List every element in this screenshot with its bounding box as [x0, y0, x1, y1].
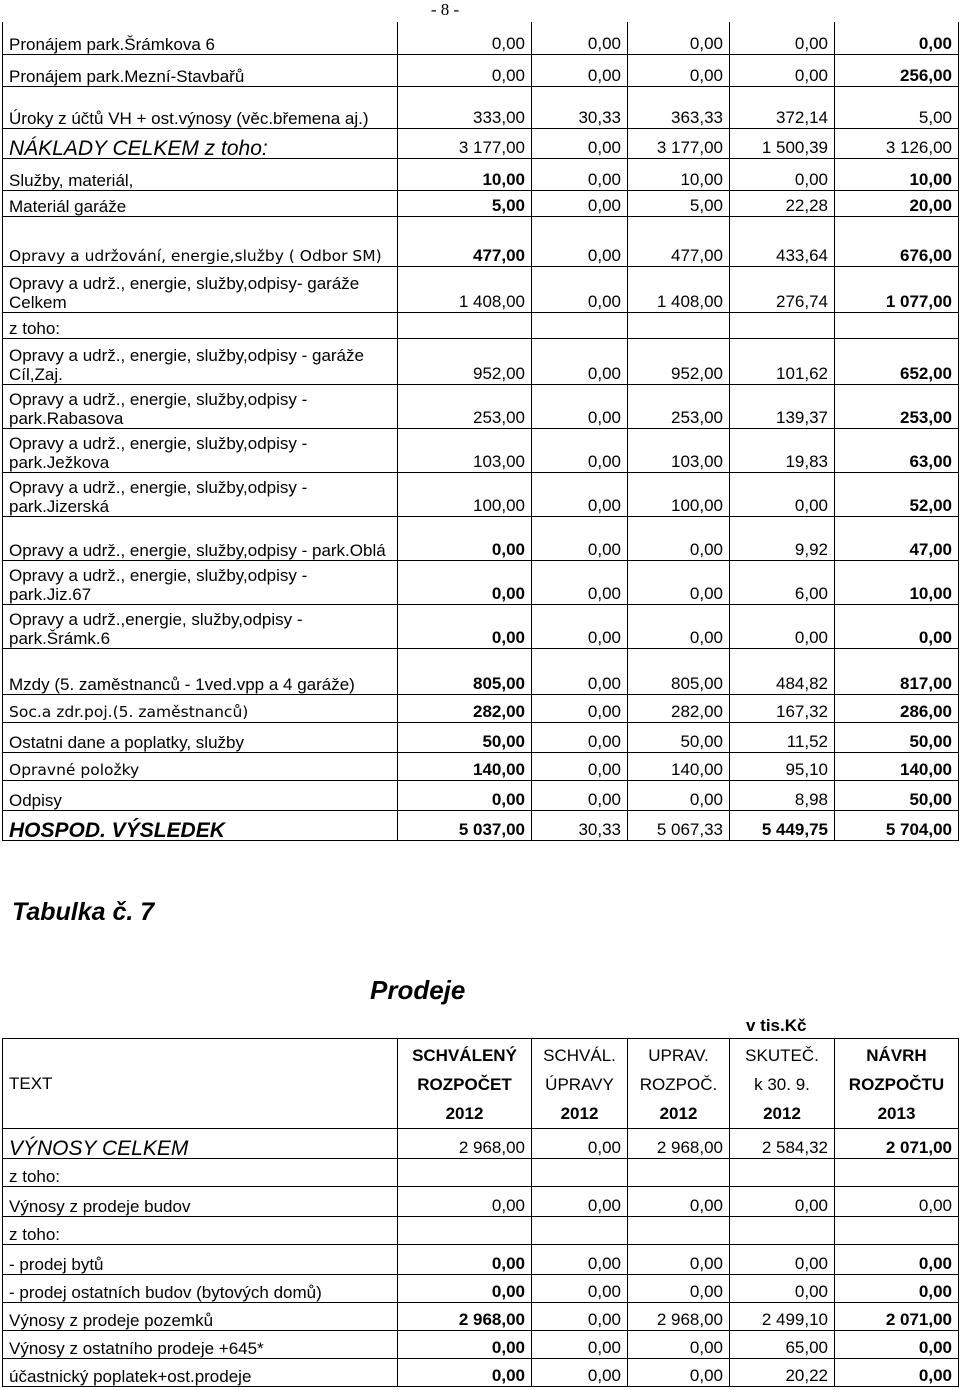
cell-value: 952,00	[628, 338, 730, 384]
cell-value: 19,83	[730, 428, 835, 472]
cell-value: 0,00	[398, 780, 532, 810]
cell-value: 433,64	[730, 216, 835, 266]
cell-value: 282,00	[628, 694, 730, 722]
cell-value	[628, 312, 730, 338]
cell-value	[628, 1159, 730, 1187]
cell-value: 2 968,00	[628, 1303, 730, 1331]
cell-value: 100,00	[628, 472, 730, 516]
cell-value: 0,00	[628, 22, 730, 54]
cell-value: 276,74	[730, 266, 835, 312]
table-header-row	[3, 1039, 959, 1129]
cell-value: 140,00	[628, 752, 730, 780]
table-row	[3, 1245, 959, 1275]
cell-value: 11,52	[730, 722, 835, 752]
table-row	[3, 810, 959, 840]
cell-value: 50,00	[398, 722, 532, 752]
cell-value: 2 968,00	[398, 1129, 532, 1159]
row-label: Odpisy	[3, 780, 398, 810]
table-row	[3, 128, 959, 158]
table-row	[3, 190, 959, 216]
cell-value: 484,82	[730, 648, 835, 694]
cell-value: 5 449,75	[730, 810, 835, 840]
cell-value	[398, 1159, 532, 1187]
cell-value: 5,00	[835, 86, 959, 128]
cell-value	[398, 312, 532, 338]
cell-value: 30,33	[532, 810, 628, 840]
cell-value: 0,00	[835, 1275, 959, 1303]
cell-value: 47,00	[835, 516, 959, 560]
cell-value: 0,00	[730, 604, 835, 648]
row-label: Opravy a udrž., energie, služby,odpisy- garáže Celkem	[3, 266, 398, 312]
table-title: Prodeje	[370, 975, 466, 1005]
table-row	[3, 648, 959, 694]
cell-value: 952,00	[398, 338, 532, 384]
cell-value: 0,00	[398, 22, 532, 54]
cell-value: 0,00	[628, 1187, 730, 1217]
cell-value: 0,00	[532, 516, 628, 560]
row-label: Výnosy z ostatního prodeje +645*	[3, 1331, 398, 1359]
cell-value: 1 077,00	[835, 266, 959, 312]
cell-value: 0,00	[628, 1331, 730, 1359]
cell-value: 0,00	[398, 1245, 532, 1275]
cell-value: 0,00	[730, 54, 835, 86]
cell-value: 63,00	[835, 428, 959, 472]
table-row	[3, 312, 959, 338]
cell-value: 0,00	[398, 1275, 532, 1303]
cell-value: 0,00	[628, 516, 730, 560]
cell-value: 805,00	[398, 648, 532, 694]
cell-value: 253,00	[628, 384, 730, 428]
cell-value: 140,00	[398, 752, 532, 780]
table-row	[3, 722, 959, 752]
cell-value: 101,62	[730, 338, 835, 384]
cell-value: 0,00	[532, 472, 628, 516]
cell-value: 286,00	[835, 694, 959, 722]
cell-value: 2 071,00	[835, 1303, 959, 1331]
cell-value: 0,00	[532, 752, 628, 780]
cell-value: 10,00	[398, 158, 532, 190]
table-row	[3, 604, 959, 648]
cell-value: 0,00	[532, 384, 628, 428]
table-row	[3, 384, 959, 428]
cell-value: 2 968,00	[628, 1129, 730, 1159]
cell-value	[532, 312, 628, 338]
cell-value: 0,00	[532, 428, 628, 472]
cell-value: 0,00	[628, 1359, 730, 1387]
cell-value: 0,00	[398, 1359, 532, 1387]
row-label: HOSPOD. VÝSLEDEK	[3, 810, 398, 840]
cell-value	[835, 1217, 959, 1245]
cell-value: 9,92	[730, 516, 835, 560]
row-label: - prodej ostatních budov (bytových domů)	[3, 1275, 398, 1303]
header-col4	[730, 1039, 835, 1129]
cell-value: 52,00	[835, 472, 959, 516]
row-label: Opravy a udržování, energie,služby ( Odbor SM)	[3, 216, 398, 266]
header-line: UPRAV.	[648, 1046, 709, 1065]
cell-value: 2 499,10	[730, 1303, 835, 1331]
cell-value: 2 968,00	[398, 1303, 532, 1331]
row-label: NÁKLADY CELKEM z toho:	[3, 128, 398, 158]
cell-value: 5,00	[628, 190, 730, 216]
cell-value: 95,10	[730, 752, 835, 780]
cell-value: 0,00	[532, 216, 628, 266]
row-label: Opravy a udrž., energie, služby,odpisy - park.Jizerská	[3, 472, 398, 516]
header-col2	[532, 1039, 628, 1129]
cell-value	[532, 1217, 628, 1245]
table-row	[3, 338, 959, 384]
header-line: ROZPOČ.	[639, 1075, 718, 1094]
cell-value: 3 177,00	[398, 128, 532, 158]
cell-value: 0,00	[532, 780, 628, 810]
cell-value	[835, 312, 959, 338]
cell-value: 0,00	[730, 158, 835, 190]
cell-value: 477,00	[398, 216, 532, 266]
cell-value: 0,00	[532, 54, 628, 86]
cell-value: 0,00	[532, 1187, 628, 1217]
cell-value: 253,00	[835, 384, 959, 428]
cell-value: 5 067,33	[628, 810, 730, 840]
cell-value: 0,00	[532, 266, 628, 312]
cell-value: 0,00	[398, 1187, 532, 1217]
header-line: SCHVÁL.	[543, 1046, 616, 1065]
cell-value: 3 177,00	[628, 128, 730, 158]
cell-value: 1 408,00	[398, 266, 532, 312]
cell-value: 0,00	[532, 694, 628, 722]
cell-value: 2 584,32	[730, 1129, 835, 1159]
table-row	[3, 472, 959, 516]
cell-value: 0,00	[532, 648, 628, 694]
header-line: 2013	[877, 1104, 916, 1123]
row-label: Opravy a udrž., energie, služby,odpisy - park.Rabasova	[3, 384, 398, 428]
cell-value: 5 037,00	[398, 810, 532, 840]
table-row	[3, 1331, 959, 1359]
header-line: k 30. 9.	[754, 1075, 810, 1094]
cell-value	[398, 1217, 532, 1245]
table-row	[3, 1159, 959, 1187]
cell-value: 363,33	[628, 86, 730, 128]
cell-value: 253,00	[398, 384, 532, 428]
table-row	[3, 1187, 959, 1217]
cell-value: 0,00	[532, 604, 628, 648]
cell-value: 0,00	[835, 22, 959, 54]
cell-value: 8,98	[730, 780, 835, 810]
cell-value: 0,00	[398, 1331, 532, 1359]
table-row	[3, 1303, 959, 1331]
cell-value: 0,00	[532, 1303, 628, 1331]
cell-value: 0,00	[532, 190, 628, 216]
cell-value: 282,00	[398, 694, 532, 722]
header-text	[3, 1039, 398, 1129]
row-label: Pronájem park.Šrámkova 6	[3, 22, 398, 54]
cell-value: 50,00	[628, 722, 730, 752]
cell-value: 817,00	[835, 648, 959, 694]
cell-value: 0,00	[532, 1359, 628, 1387]
cell-value: 0,00	[532, 1331, 628, 1359]
row-label: Výnosy z prodeje budov	[3, 1187, 398, 1217]
cell-value: 50,00	[835, 722, 959, 752]
table-row	[3, 54, 959, 86]
cell-value	[628, 1217, 730, 1245]
header-line: 2012	[560, 1104, 599, 1123]
row-label: Opravy a udrž.,energie, služby,odpisy - park.Šrámk.6	[3, 604, 398, 648]
cell-value: 30,33	[532, 86, 628, 128]
cell-value	[835, 1159, 959, 1187]
row-label: Úroky z účtů VH + ost.výnosy (věc.břemena aj.)	[3, 86, 398, 128]
cell-value: 6,00	[730, 560, 835, 604]
table-row	[3, 780, 959, 810]
header-line: SCHVÁLENÝ	[412, 1046, 517, 1065]
cell-value: 0,00	[532, 1245, 628, 1275]
cell-value: 5 704,00	[835, 810, 959, 840]
cell-value: 477,00	[628, 216, 730, 266]
cell-value	[730, 312, 835, 338]
table-row	[3, 1275, 959, 1303]
page-number: - 8 -	[430, 0, 460, 19]
table-row	[3, 158, 959, 190]
header-line: ROZPOČTU	[848, 1075, 945, 1094]
cell-value: 0,00	[628, 560, 730, 604]
cell-value: 0,00	[628, 780, 730, 810]
cell-value: 1 500,39	[730, 128, 835, 158]
cell-value: 0,00	[532, 1129, 628, 1159]
row-label: Výnosy z prodeje pozemků	[3, 1303, 398, 1331]
cell-value: 0,00	[532, 560, 628, 604]
cell-value: 0,00	[628, 1275, 730, 1303]
table-row	[3, 752, 959, 780]
cell-value: 0,00	[398, 54, 532, 86]
cell-value: 0,00	[532, 22, 628, 54]
row-label: Opravy a udrž., energie, služby,odpisy - park.Oblá	[3, 516, 398, 560]
cell-value: 20,22	[730, 1359, 835, 1387]
table-row	[3, 560, 959, 604]
cell-value	[532, 1159, 628, 1187]
table-row	[3, 216, 959, 266]
cell-value: 0,00	[628, 54, 730, 86]
cell-value: 0,00	[628, 1245, 730, 1275]
cell-value: 50,00	[835, 780, 959, 810]
cell-value: 0,00	[835, 1187, 959, 1217]
cell-value: 0,00	[835, 1359, 959, 1387]
cell-value: 0,00	[730, 1245, 835, 1275]
table-row	[3, 1217, 959, 1245]
cell-value: 652,00	[835, 338, 959, 384]
cell-value: 0,00	[835, 1331, 959, 1359]
row-label: VÝNOSY CELKEM	[3, 1129, 398, 1159]
row-label: z toho:	[3, 1217, 398, 1245]
row-label: z toho:	[3, 312, 398, 338]
cell-value: 1 408,00	[628, 266, 730, 312]
row-label: Opravy a udrž., energie, služby,odpisy - park.Ježkova	[3, 428, 398, 472]
cell-value: 0,00	[835, 604, 959, 648]
row-label: - prodej bytů	[3, 1245, 398, 1275]
header-line: 2012	[763, 1104, 801, 1123]
cell-value: 0,00	[398, 516, 532, 560]
table-row	[3, 86, 959, 128]
table-row	[3, 694, 959, 722]
header-line: SKUTEČ.	[745, 1046, 819, 1065]
cell-value: 0,00	[398, 560, 532, 604]
cell-value: 0,00	[730, 1187, 835, 1217]
sales-table	[2, 1038, 959, 1387]
row-label: z toho:	[3, 1159, 398, 1187]
row-label: Opravy a udrž., energie, služby,odpisy - garáže Cíl,Zaj.	[3, 338, 398, 384]
row-label: účastnický poplatek+ost.prodeje	[3, 1359, 398, 1387]
header-col5	[835, 1039, 959, 1129]
cell-value: 372,14	[730, 86, 835, 128]
budget-table	[2, 22, 959, 841]
table-row	[3, 1359, 959, 1387]
row-label: Pronájem park.Mezní-Stavbařů	[3, 54, 398, 86]
cell-value: 0,00	[398, 604, 532, 648]
table-caption: Tabulka č. 7	[12, 898, 155, 926]
table-row	[3, 1129, 959, 1159]
cell-value: 10,00	[835, 158, 959, 190]
cell-value: 0,00	[730, 472, 835, 516]
row-label: Materiál garáže	[3, 190, 398, 216]
cell-value: 676,00	[835, 216, 959, 266]
cell-value: 0,00	[730, 1275, 835, 1303]
cell-value: 0,00	[835, 1245, 959, 1275]
cell-value: 256,00	[835, 54, 959, 86]
header-line: 2012	[445, 1104, 484, 1123]
cell-value: 2 071,00	[835, 1129, 959, 1159]
cell-value: 0,00	[532, 338, 628, 384]
cell-value: 0,00	[532, 722, 628, 752]
table-row	[3, 22, 959, 54]
header-text-label: TEXT	[9, 1074, 53, 1093]
cell-value: 5,00	[398, 190, 532, 216]
cell-value: 10,00	[835, 560, 959, 604]
header-col1	[398, 1039, 532, 1129]
cell-value: 139,37	[730, 384, 835, 428]
cell-value: 10,00	[628, 158, 730, 190]
cell-value: 100,00	[398, 472, 532, 516]
row-label: Ostatni dane a poplatky, služby	[3, 722, 398, 752]
table-row	[3, 266, 959, 312]
cell-value: 0,00	[628, 604, 730, 648]
table-row	[3, 428, 959, 472]
cell-value: 103,00	[628, 428, 730, 472]
row-label: Mzdy (5. zaměstnanců - 1ved.vpp a 4 garáže)	[3, 648, 398, 694]
cell-value: 167,32	[730, 694, 835, 722]
cell-value: 0,00	[532, 128, 628, 158]
cell-value: 333,00	[398, 86, 532, 128]
cell-value: 103,00	[398, 428, 532, 472]
row-label: Opravy a udrž., energie, služby,odpisy - park.Jiz.67	[3, 560, 398, 604]
row-label: Soc.a zdr.poj.(5. zaměstnanců)	[3, 694, 398, 722]
cell-value: 22,28	[730, 190, 835, 216]
header-line: ÚPRAVY	[545, 1075, 614, 1094]
cell-value: 140,00	[835, 752, 959, 780]
row-label: Opravné položky	[3, 752, 398, 780]
cell-value: 20,00	[835, 190, 959, 216]
header-line: ROZPOČET	[417, 1075, 512, 1094]
header-col3	[628, 1039, 730, 1129]
row-label: Služby, materiál,	[3, 158, 398, 190]
cell-value	[730, 1159, 835, 1187]
cell-value: 805,00	[628, 648, 730, 694]
cell-value: 0,00	[730, 22, 835, 54]
unit-label: v tis.Kč	[746, 1016, 807, 1035]
cell-value: 0,00	[532, 1275, 628, 1303]
table-row	[3, 516, 959, 560]
cell-value: 65,00	[730, 1331, 835, 1359]
cell-value	[730, 1217, 835, 1245]
header-line: 2012	[659, 1104, 698, 1123]
cell-value: 0,00	[532, 158, 628, 190]
header-line: NÁVRH	[866, 1046, 927, 1065]
cell-value: 3 126,00	[835, 128, 959, 158]
